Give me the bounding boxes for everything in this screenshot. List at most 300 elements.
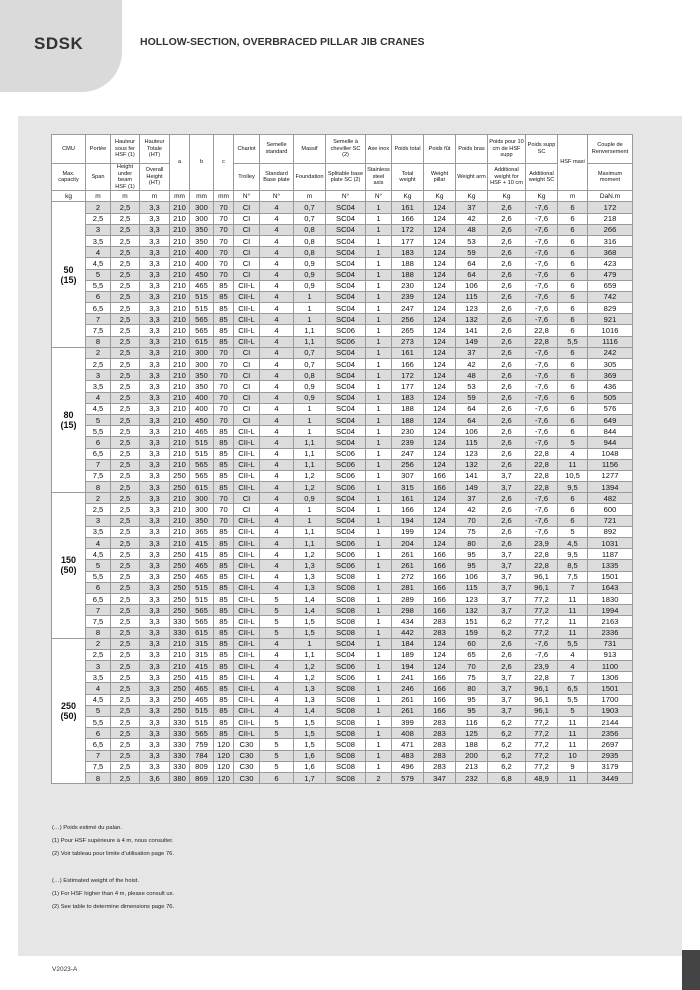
- table-cell: 1: [366, 426, 392, 437]
- table-cell: 1,3: [294, 560, 326, 571]
- table-cell: SC08: [326, 717, 366, 728]
- table-row: [52, 414, 633, 425]
- table-cell: 132: [456, 459, 488, 470]
- table-cell: 515: [190, 291, 214, 302]
- table-cell: 80: [456, 538, 488, 549]
- table-row: [52, 526, 633, 537]
- table-cell: -7,6: [526, 213, 558, 224]
- table-cell: 465: [190, 280, 214, 291]
- table-cell: 4,5: [558, 538, 588, 549]
- table-cell: CI: [234, 504, 260, 515]
- table-cell: 3,3: [140, 437, 170, 448]
- table-cell: 10,5: [558, 470, 588, 481]
- table-cell: 415: [190, 661, 214, 672]
- table-cell: 479: [588, 269, 633, 280]
- table-cell: 161: [392, 347, 424, 358]
- table-cell: 161: [392, 493, 424, 504]
- table-cell: 106: [456, 280, 488, 291]
- table-cell: 3,3: [140, 728, 170, 739]
- table-cell: 261: [392, 549, 424, 560]
- table-cell: 784: [190, 750, 214, 761]
- table-cell: 1: [294, 504, 326, 515]
- table-cell: 77,2: [526, 616, 558, 627]
- table-cell: 4: [260, 258, 294, 269]
- table-cell: 42: [456, 213, 488, 224]
- table-cell: 3,3: [140, 448, 170, 459]
- table-cell: 261: [392, 705, 424, 716]
- table-cell: 6: [558, 314, 588, 325]
- table-cell: 5: [558, 526, 588, 537]
- table-cell: SC06: [326, 538, 366, 549]
- table-cell: 2,5: [111, 683, 140, 694]
- table-cell: SC04: [326, 269, 366, 280]
- table-row: [52, 280, 633, 291]
- table-row: [52, 359, 633, 370]
- table-cell: 189: [392, 649, 424, 660]
- table-cell: CII-L: [234, 627, 260, 638]
- table-cell: 365: [190, 526, 214, 537]
- table-cell: 4: [260, 403, 294, 414]
- table-cell: 1016: [588, 325, 633, 336]
- table-row: [52, 269, 633, 280]
- table-cell: 921: [588, 314, 633, 325]
- table-cell: SC04: [326, 403, 366, 414]
- table-cell: 350: [190, 515, 214, 526]
- table-cell: SC08: [326, 605, 366, 616]
- table-cell: 188: [456, 739, 488, 750]
- table-cell: 0,7: [294, 359, 326, 370]
- table-cell: 6: [558, 325, 588, 336]
- table-cell: 210: [170, 325, 190, 336]
- table-cell: 576: [588, 403, 633, 414]
- table-cell: 4: [260, 683, 294, 694]
- table-cell: 2,5: [111, 482, 140, 493]
- table-cell: 2: [366, 772, 392, 783]
- table-cell: 3,3: [140, 213, 170, 224]
- table-cell: 465: [190, 560, 214, 571]
- table-cell: 1: [366, 459, 392, 470]
- table-cell: 124: [424, 258, 456, 269]
- table-cell: 3,3: [140, 504, 170, 515]
- table-cell: 1: [366, 370, 392, 381]
- table-cell: 213: [456, 761, 488, 772]
- table-cell: 1: [366, 526, 392, 537]
- table-cell: 120: [214, 739, 234, 750]
- table-cell: 2,6: [488, 258, 526, 269]
- table-cell: 124: [424, 426, 456, 437]
- note-en-0: (…) Estimated weight of the hoist.: [52, 878, 139, 884]
- table-cell: 1: [366, 504, 392, 515]
- capacity-value: 150: [60, 555, 77, 566]
- table-cell: CII-L: [234, 470, 260, 481]
- table-cell: 4: [260, 549, 294, 560]
- table-cell: 2,5: [111, 459, 140, 470]
- table-cell: 85: [214, 571, 234, 582]
- table-cell: 210: [170, 291, 190, 302]
- table-cell: -7,6: [526, 638, 558, 649]
- table-cell: 7,5: [86, 470, 111, 481]
- table-cell: SC08: [326, 694, 366, 705]
- table-row: [52, 347, 633, 358]
- table-cell: 22,8: [526, 448, 558, 459]
- table-cell: 1: [366, 470, 392, 481]
- table-cell: 77,2: [526, 739, 558, 750]
- table-cell: SC04: [326, 515, 366, 526]
- table-cell: 124: [424, 649, 456, 660]
- table-cell: 1: [366, 482, 392, 493]
- table-cell: 124: [424, 235, 456, 246]
- table-cell: 70: [214, 202, 234, 213]
- table-cell: 5: [260, 761, 294, 772]
- table-cell: 210: [170, 638, 190, 649]
- table-cell: 1: [366, 571, 392, 582]
- table-cell: 261: [392, 560, 424, 571]
- table-cell: 6,8: [488, 772, 526, 783]
- table-cell: 250: [170, 482, 190, 493]
- table-cell: 4,5: [86, 258, 111, 269]
- table-cell: 1: [366, 314, 392, 325]
- table-cell: 3,3: [140, 370, 170, 381]
- table-cell: 3,3: [140, 258, 170, 269]
- table-row: [52, 638, 633, 649]
- table-cell: 2,6: [488, 314, 526, 325]
- table-cell: 161: [392, 202, 424, 213]
- table-cell: 2,6: [488, 504, 526, 515]
- table-cell: 2,5: [111, 280, 140, 291]
- table-cell: -7,6: [526, 202, 558, 213]
- table-cell: 53: [456, 381, 488, 392]
- table-row: [52, 605, 633, 616]
- table-cell: 3,3: [140, 705, 170, 716]
- table-cell: 330: [170, 717, 190, 728]
- column-header-en: Additional weight for HSF + 10 cm: [488, 164, 526, 191]
- table-cell: 2,6: [488, 493, 526, 504]
- table-cell: 6: [558, 247, 588, 258]
- table-cell: -7,6: [526, 224, 558, 235]
- table-cell: 8,5: [558, 560, 588, 571]
- table-cell: 123: [456, 593, 488, 604]
- table-row: [52, 202, 633, 213]
- table-cell: 300: [190, 504, 214, 515]
- table-cell: -7,6: [526, 392, 558, 403]
- table-cell: 6: [86, 291, 111, 302]
- table-cell: CII-L: [234, 683, 260, 694]
- table-cell: 659: [588, 280, 633, 291]
- table-cell: SC04: [326, 303, 366, 314]
- table-cell: SC04: [326, 359, 366, 370]
- table-cell: 6,2: [488, 717, 526, 728]
- capacity-sub: (15): [60, 420, 77, 431]
- table-cell: 515: [190, 582, 214, 593]
- table-cell: 3,7: [488, 482, 526, 493]
- table-cell: 124: [424, 370, 456, 381]
- table-cell: 6: [86, 582, 111, 593]
- table-cell: 330: [170, 616, 190, 627]
- table-cell: 1,3: [294, 694, 326, 705]
- table-cell: 465: [190, 694, 214, 705]
- table-cell: 3,7: [488, 593, 526, 604]
- header-row-en: [52, 164, 633, 191]
- table-row: [52, 661, 633, 672]
- table-cell: 1: [366, 392, 392, 403]
- column-unit: Kg: [526, 191, 558, 202]
- table-cell: 239: [392, 291, 424, 302]
- table-cell: -7,6: [526, 235, 558, 246]
- table-cell: 106: [456, 426, 488, 437]
- table-cell: 37: [456, 202, 488, 213]
- table-cell: 3,7: [488, 605, 526, 616]
- table-cell: 70: [214, 235, 234, 246]
- table-cell: -7,6: [526, 437, 558, 448]
- table-cell: 2,5: [111, 325, 140, 336]
- table-cell: 37: [456, 347, 488, 358]
- table-cell: 48: [456, 224, 488, 235]
- table-cell: 2,6: [488, 370, 526, 381]
- table-cell: 42: [456, 504, 488, 515]
- header-row-units: [52, 191, 633, 202]
- table-cell: 124: [424, 314, 456, 325]
- table-cell: 2,5: [111, 303, 140, 314]
- table-cell: 3,5: [86, 672, 111, 683]
- table-cell: 5: [260, 739, 294, 750]
- column-header-en: Overall Height (HT): [140, 164, 170, 191]
- table-cell: 124: [424, 638, 456, 649]
- table-cell: SC04: [326, 258, 366, 269]
- table-cell: 85: [214, 280, 234, 291]
- table-cell: 3,3: [140, 605, 170, 616]
- table-cell: -7,6: [526, 359, 558, 370]
- table-cell: 615: [190, 336, 214, 347]
- table-cell: 2163: [588, 616, 633, 627]
- column-header: c: [214, 135, 234, 191]
- table-cell: 64: [456, 414, 488, 425]
- table-cell: 22,8: [526, 459, 558, 470]
- table-row: [52, 694, 633, 705]
- table-cell: 2: [86, 202, 111, 213]
- table-cell: 2,6: [488, 649, 526, 660]
- table-cell: 7: [558, 582, 588, 593]
- table-cell: 85: [214, 470, 234, 481]
- table-cell: 124: [424, 392, 456, 403]
- table-cell: 4: [260, 235, 294, 246]
- table-cell: 3,3: [140, 493, 170, 504]
- table-cell: 22,8: [526, 549, 558, 560]
- table-cell: 5: [558, 705, 588, 716]
- column-unit: m: [140, 191, 170, 202]
- table-cell: 2,6: [488, 280, 526, 291]
- table-cell: 408: [392, 728, 424, 739]
- table-cell: SC06: [326, 672, 366, 683]
- table-cell: 250: [170, 672, 190, 683]
- table-cell: -7,6: [526, 493, 558, 504]
- table-cell: 6: [558, 426, 588, 437]
- column-header-fr: Poids fût: [424, 135, 456, 164]
- table-cell: 210: [170, 661, 190, 672]
- table-cell: 2,6: [488, 381, 526, 392]
- column-header-fr: Poids pour 10 cm de HSF supp: [488, 135, 526, 164]
- table-cell: 188: [392, 414, 424, 425]
- table-cell: 0,7: [294, 347, 326, 358]
- table-cell: 4: [260, 224, 294, 235]
- table-row: [52, 739, 633, 750]
- table-cell: 1: [366, 560, 392, 571]
- table-cell: 60: [456, 638, 488, 649]
- table-cell: 77,2: [526, 761, 558, 772]
- table-cell: 124: [424, 202, 456, 213]
- table-cell: 615: [190, 627, 214, 638]
- column-header-en: Maximum moment: [588, 164, 633, 191]
- table-cell: 2,6: [488, 661, 526, 672]
- table-cell: 124: [424, 336, 456, 347]
- table-cell: 1: [294, 314, 326, 325]
- table-cell: 3,3: [140, 482, 170, 493]
- table-cell: 1,1: [294, 325, 326, 336]
- table-cell: 6: [558, 370, 588, 381]
- table-cell: 124: [424, 325, 456, 336]
- table-cell: 2,5: [111, 638, 140, 649]
- table-cell: 85: [214, 705, 234, 716]
- table-cell: 183: [392, 247, 424, 258]
- table-cell: 166: [424, 582, 456, 593]
- table-cell: 3,3: [140, 325, 170, 336]
- table-cell: 4: [260, 314, 294, 325]
- table-cell: 149: [456, 336, 488, 347]
- table-cell: SC04: [326, 526, 366, 537]
- column-header: b: [190, 135, 214, 191]
- table-cell: 1: [294, 426, 326, 437]
- table-cell: 1,1: [294, 526, 326, 537]
- table-cell: 4: [260, 515, 294, 526]
- table-cell: 565: [190, 325, 214, 336]
- table-cell: 3,7: [488, 582, 526, 593]
- capacity-sub: (15): [60, 274, 77, 285]
- table-cell: 400: [190, 258, 214, 269]
- table-cell: 85: [214, 336, 234, 347]
- table-cell: 1830: [588, 593, 633, 604]
- table-cell: 1643: [588, 582, 633, 593]
- table-cell: 2,5: [111, 649, 140, 660]
- table-cell: 85: [214, 303, 234, 314]
- table-cell: 6,5: [86, 593, 111, 604]
- table-cell: 210: [170, 649, 190, 660]
- table-cell: 124: [424, 526, 456, 537]
- table-cell: 3,3: [140, 392, 170, 403]
- table-cell: 2,5: [111, 750, 140, 761]
- table-cell: 6: [558, 224, 588, 235]
- table-cell: 6: [558, 258, 588, 269]
- table-cell: 166: [392, 359, 424, 370]
- table-cell: -7,6: [526, 381, 558, 392]
- table-cell: 450: [190, 414, 214, 425]
- table-cell: 2,6: [488, 538, 526, 549]
- table-cell: 210: [170, 213, 190, 224]
- table-cell: 95: [456, 549, 488, 560]
- table-row: [52, 504, 633, 515]
- table-cell: 1700: [588, 694, 633, 705]
- table-cell: 350: [190, 235, 214, 246]
- table-cell: CII-L: [234, 649, 260, 660]
- table-cell: 2,5: [111, 403, 140, 414]
- table-cell: CII-L: [234, 336, 260, 347]
- table-cell: 210: [170, 448, 190, 459]
- table-cell: 2,5: [111, 470, 140, 481]
- table-cell: 1: [366, 303, 392, 314]
- table-cell: 124: [424, 280, 456, 291]
- table-cell: SC04: [326, 649, 366, 660]
- table-cell: 2,6: [488, 448, 526, 459]
- table-cell: 70: [214, 224, 234, 235]
- brand-title: SDSK: [34, 34, 84, 53]
- table-cell: 2: [86, 347, 111, 358]
- capacity-cell: [52, 638, 86, 783]
- table-cell: SC04: [326, 224, 366, 235]
- table-cell: 1: [366, 224, 392, 235]
- table-cell: 2,5: [111, 582, 140, 593]
- table-cell: 3,3: [140, 336, 170, 347]
- table-cell: 59: [456, 392, 488, 403]
- table-cell: 183: [392, 392, 424, 403]
- table-row: [52, 761, 633, 772]
- table-cell: 2,5: [111, 515, 140, 526]
- table-cell: 4: [260, 381, 294, 392]
- table-cell: 124: [424, 661, 456, 672]
- table-cell: 283: [424, 761, 456, 772]
- table-cell: 1: [366, 638, 392, 649]
- table-cell: 159: [456, 627, 488, 638]
- table-cell: 266: [588, 224, 633, 235]
- table-cell: 742: [588, 291, 633, 302]
- table-row: [52, 705, 633, 716]
- table-cell: 2,5: [111, 526, 140, 537]
- table-cell: CI: [234, 269, 260, 280]
- table-row: [52, 571, 633, 582]
- table-cell: 3,3: [140, 470, 170, 481]
- column-unit: N°: [366, 191, 392, 202]
- table-cell: 241: [392, 672, 424, 683]
- table-cell: 3,5: [86, 526, 111, 537]
- table-cell: CII-L: [234, 694, 260, 705]
- capacity-cell: [52, 202, 86, 347]
- table-cell: CI: [234, 403, 260, 414]
- table-cell: 2,6: [488, 224, 526, 235]
- table-cell: 70: [214, 269, 234, 280]
- table-cell: 85: [214, 694, 234, 705]
- table-cell: 4: [260, 582, 294, 593]
- table-cell: 6: [558, 303, 588, 314]
- table-cell: 465: [190, 683, 214, 694]
- table-cell: 250: [170, 694, 190, 705]
- column-header-fr: Couple de Renversement: [588, 135, 633, 164]
- table-row: [52, 672, 633, 683]
- column-header-en: Max. capacity: [52, 164, 86, 191]
- table-cell: 1306: [588, 672, 633, 683]
- table-cell: 210: [170, 314, 190, 325]
- table-cell: 124: [424, 437, 456, 448]
- column-unit: Kg: [424, 191, 456, 202]
- table-cell: SC06: [326, 336, 366, 347]
- table-cell: 85: [214, 582, 234, 593]
- table-cell: 9: [558, 761, 588, 772]
- table-row: [52, 303, 633, 314]
- column-header: HSF maxi: [558, 135, 588, 191]
- table-cell: 289: [392, 593, 424, 604]
- table-cell: 3,7: [488, 560, 526, 571]
- table-cell: CI: [234, 392, 260, 403]
- table-cell: 3: [86, 224, 111, 235]
- column-header-fr: Chariot: [234, 135, 260, 164]
- table-cell: 450: [190, 269, 214, 280]
- table-cell: 2697: [588, 739, 633, 750]
